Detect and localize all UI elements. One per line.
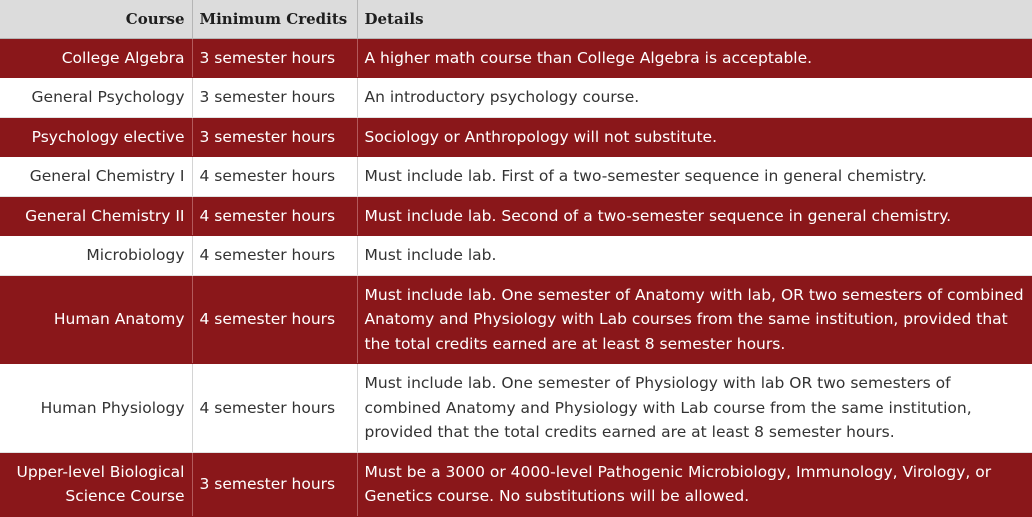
course-cell: Upper-level Biological Science Course [0,452,192,516]
column-header-course: Course [0,0,192,38]
details-cell: Sociology or Anthropology will not substitute. [357,117,1032,157]
details-cell: Must include lab. [357,236,1032,276]
table-header [0,0,1032,38]
credits-cell: 3 semester hours [192,117,357,157]
course-cell: Microbiology [0,236,192,276]
table-row [0,364,1032,453]
course-cell: College Algebra [0,38,192,78]
table-row [0,236,1032,276]
course-cell: General Psychology [0,78,192,118]
course-cell: Human Anatomy [0,275,192,364]
column-header-credits: Minimum Credits [192,0,357,38]
table-row [0,275,1032,364]
details-cell: Must include lab. One semester of Physiology with lab OR two semesters of combined Anatomy and Physiology with Lab course from the same institution, provided that the total credits earned are at least 8 semester hours. [357,364,1032,453]
details-cell: Must include lab. First of a two-semester sequence in general chemistry. [357,157,1032,197]
course-cell: General Chemistry II [0,196,192,236]
course-cell: General Chemistry I [0,157,192,197]
details-cell: Must be a 3000 or 4000-level Pathogenic Microbiology, Immunology, Virology, or Genetics course. No substitutions will be allowed. [357,452,1032,516]
header-row [0,0,1032,38]
table-row [0,196,1032,236]
details-cell: Must include lab. One semester of Anatomy with lab, OR two semesters of combined Anatomy and Physiology with Lab courses from the same institution, provided that the total credits earned are at least 8 semester hours. [357,275,1032,364]
column-header-details: Details [357,0,1032,38]
credits-cell: 3 semester hours [192,38,357,78]
credits-cell: 4 semester hours [192,157,357,197]
table-row [0,157,1032,197]
details-cell: An introductory psychology course. [357,78,1032,118]
table-row [0,452,1032,516]
table-row [0,78,1032,118]
credits-cell: 4 semester hours [192,364,357,453]
credits-cell: 3 semester hours [192,78,357,118]
course-cell: Psychology elective [0,117,192,157]
table-row [0,38,1032,78]
details-cell: A higher math course than College Algebra is acceptable. [357,38,1032,78]
table-row [0,117,1032,157]
credits-cell: 4 semester hours [192,236,357,276]
credits-cell: 4 semester hours [192,196,357,236]
credits-cell: 3 semester hours [192,452,357,516]
details-cell: Must include lab. Second of a two-semester sequence in general chemistry. [357,196,1032,236]
credits-cell: 4 semester hours [192,275,357,364]
table-body [0,38,1032,516]
course-cell: Human Physiology [0,364,192,453]
